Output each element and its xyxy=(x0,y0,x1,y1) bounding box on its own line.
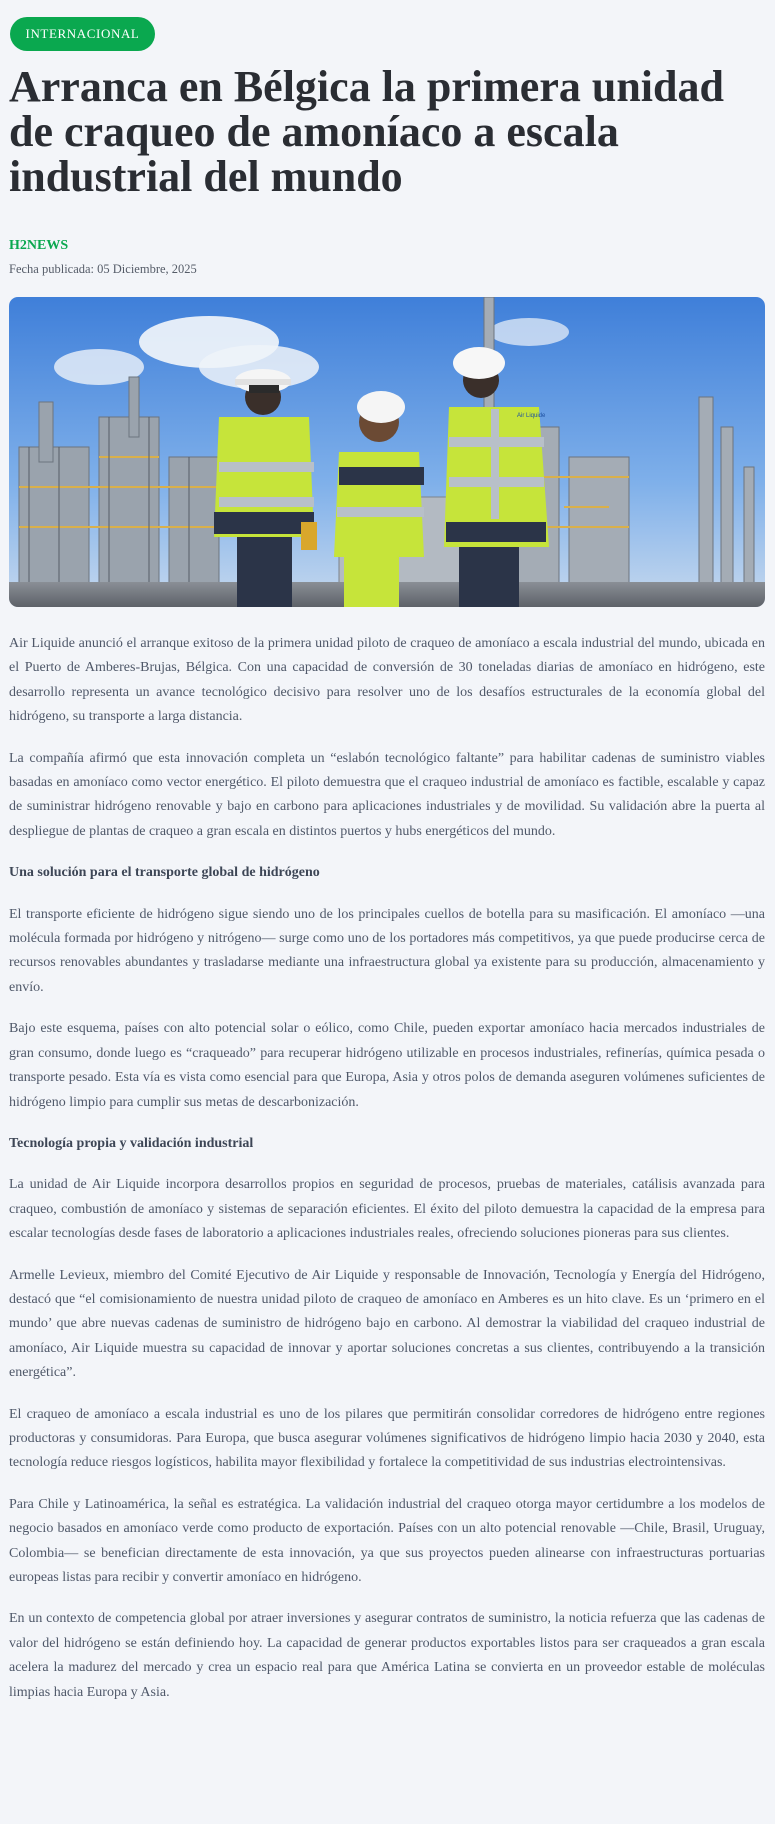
photo-workers-refinery-icon xyxy=(9,297,765,607)
section-heading: Tecnología propia y validación industrial xyxy=(9,1135,254,1151)
article-headline: Arranca en Bélgica la primera unidad de craqueo de amoníaco a escala industrial del mundo xyxy=(9,62,724,201)
source-label[interactable]: H2NEWS xyxy=(9,238,69,253)
paragraph: Para Chile y Latinoamérica, la señal es estratégica. La validación industrial del craqueo otorga mayor certidumbre a los modelos de negocio basados en amoníaco verde como producto de exportación. Países con un alto potencial renovable —Chile, Brasil, Uruguay, Colombia— se benefician directamente de esta innovación, ya que sus proyectos pueden alinearse con infraestructuras portuarias europeas listas para recibir y convertir amoníaco en hidrógeno. xyxy=(9,1496,765,1585)
paragraph: El craqueo de amoníaco a escala industrial es uno de los pilares que permitirán consolidar corredores de hidrógeno entre regiones productoras y consumidoras. Para Europa, que busca asegurar volúmenes significativos de hidrógeno limpio hacia 2030 y 2040, esta tecnología reduce riesgos logísticos, habilita mayor flexibilidad y fortalece la competitividad de sus industrias electrointensivas. xyxy=(9,1406,765,1471)
paragraph: Bajo este esquema, países con alto potencial solar o eólico, como Chile, pueden exportar amoníaco hacia mercados industriales de gran consumo, donde luego es “craqueado” para recuperar hidrógeno utilizable en procesos industriales, refinerías, química pesada o transporte pesado. Esta vía es vista como esencial para que Europa, Asia y otros polos de demanda aseguren volúmenes suficientes de hidrógeno limpio para cumplir sus metas de descarbonización. xyxy=(9,1021,765,1110)
paragraph: El transporte eficiente de hidrógeno sigue siendo uno de los principales cuellos de botella para su masificación. El amoníaco —una molécula formada por hidrógeno y nitrógeno— surge como uno de los portadores más competitivos, ya que puede producirse cerca de recursos renovables abundantes y trasladarse mediante una infraestructura global ya existente para su producción, almacenamiento y envío. xyxy=(9,906,765,995)
paragraph: La compañía afirmó que esta innovación completa un “eslabón tecnológico faltante” para habilitar cadenas de suministro viables basadas en amoníaco como vector energético. El piloto demuestra que el craqueo industrial de amoníaco es factible, escalable y capaz de suministrar hidrógeno renovable y bajo en carbono para aplicaciones industriales y de movilidad. Su validación abre la puerta al despliegue de plantas de craqueo a gran escala en distintos puertos y hubs energéticos del mundo. xyxy=(9,750,765,839)
article-body xyxy=(9,632,765,1722)
section-heading: Una solución para el transporte global de hidrógeno xyxy=(9,865,320,881)
paragraph: La unidad de Air Liquide incorpora desarrollos propios en seguridad de procesos, pruebas de materiales, catálisis avanzada para craqueo, combustión de amoníaco y sistemas de separación eficientes. El éxito del piloto demuestra la capacidad de la empresa para escalar tecnologías desde fases de laboratorio a aplicaciones industriales reales, ofreciendo soluciones pioneras para sus clientes. xyxy=(9,1177,765,1242)
publish-date: Fecha publicada: 05 Diciembre, 2025 xyxy=(9,262,197,276)
paragraph: En un contexto de competencia global por atraer inversiones y asegurar contratos de suministro, la noticia refuerza que las cadenas de valor del hidrógeno se están definiendo hoy. La capacidad de generar productos exportables listos para ser craqueados a gran escala acelera la madurez del mercado y crea un espacio real para que América Latina se convierta en un proveedor estable de moléculas limpias hacia Europa y Asia. xyxy=(9,1611,765,1700)
category-badge[interactable]: INTERNACIONAL xyxy=(10,17,155,51)
paragraph: Air Liquide anunció el arranque exitoso de la primera unidad piloto de craqueo de amoníaco a escala industrial del mundo, ubicada en el Puerto de Amberes-Brujas, Bélgica. Con una capacidad de conversión de 30 toneladas diarias de amoníaco en hidrógeno, este desarrollo representa un avance tecnológico decisivo para resolver uno de los desafíos estructurales de la economía global del hidrógeno, su transporte a larga distancia. xyxy=(9,636,765,725)
vest-logo-text: Air Liquide xyxy=(517,413,546,419)
paragraph: Armelle Levieux, miembro del Comité Ejecutivo de Air Liquide y responsable de Innovación, Tecnología y Energía del Hidrógeno, destacó que “el comisionamiento de nuestra unidad piloto de craqueo de amoníaco en Amberes es un hito clave. Es un ‘primero en el mundo’ que abre nuevas cadenas de suministro de hidrógeno bajo en carbono. Al demostrar la viabilidad del craqueo industrial de amoníaco, Air Liquide muestra su capacidad de innovar y aportar soluciones concretas a sus clientes, contribuyendo a la transición energética”. xyxy=(9,1267,765,1381)
hero-image xyxy=(9,297,765,607)
